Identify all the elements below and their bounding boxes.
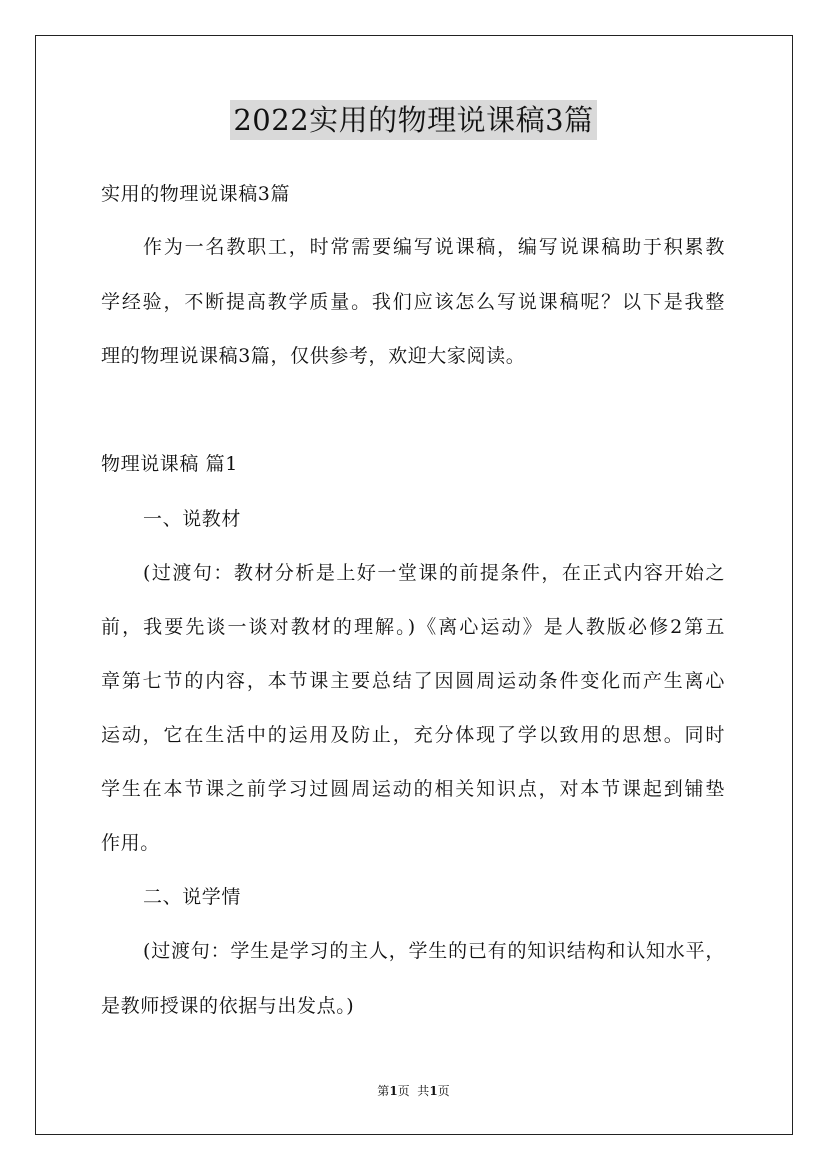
part2-line-1: (过渡句：学生是学习的主人，学生的已有的知识结构和认知水平， <box>143 940 725 962</box>
title-container <box>0 100 827 140</box>
section-heading: 物理说课稿 篇1 <box>101 453 238 475</box>
footer-page-total: 1 <box>429 1084 438 1098</box>
footer-page-number: 1 <box>389 1084 398 1098</box>
intro-line-1: 作为一名教职工，时常需要编写说课稿，编写说课稿助于积累教 <box>143 236 725 258</box>
document-title: 2022实用的物理说课稿3篇 <box>230 100 596 140</box>
part1-line-1: (过渡句：教材分析是上好一堂课的前提条件，在正式内容开始之 <box>143 562 725 584</box>
part1-heading: 一、说教材 <box>143 508 242 530</box>
footer-middle: 页 共 <box>397 1084 430 1098</box>
part2-line-2: 是教师授课的依据与出发点。) <box>101 995 355 1017</box>
footer-prefix: 第 <box>377 1084 390 1098</box>
intro-line-3: 理的物理说课稿3篇，仅供参考，欢迎大家阅读。 <box>101 345 526 367</box>
part1-line-2: 前，我要先谈一谈对教材的理解。)《离心运动》是人教版必修2第五 <box>101 616 725 638</box>
part1-line-4: 运动，它在生活中的运用及防止，充分体现了学以致用的思想。同时 <box>101 724 725 746</box>
part2-heading: 二、说学情 <box>143 886 242 908</box>
intro-line-2: 学经验，不断提高教学质量。我们应该怎么写说课稿呢？以下是我整 <box>101 291 725 313</box>
page-footer <box>0 1083 827 1099</box>
document-subtitle: 实用的物理说课稿3篇 <box>101 183 291 205</box>
footer-suffix: 页 <box>437 1084 450 1098</box>
part1-line-5: 学生在本节课之前学习过圆周运动的相关知识点，对本节课起到铺垫 <box>101 778 725 800</box>
part1-line-6: 作用。 <box>101 832 160 854</box>
part1-line-3: 章第七节的内容，本节课主要总结了因圆周运动条件变化而产生离心 <box>101 670 725 692</box>
